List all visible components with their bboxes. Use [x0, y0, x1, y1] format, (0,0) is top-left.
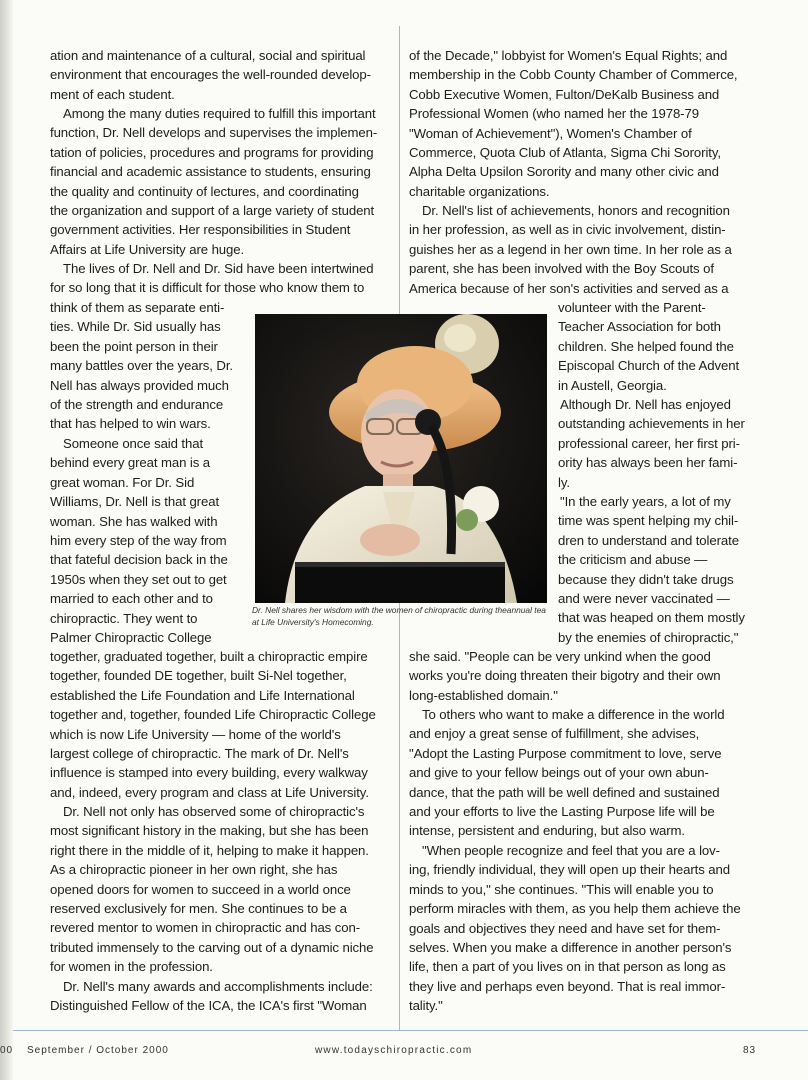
right-paragraph-4-wrap [558, 492, 745, 647]
left-paragraph-2 [50, 104, 377, 259]
text-line: ment of each student. [50, 86, 175, 102]
footer-rule [13, 1030, 808, 1031]
text-line: life, then a part of you lives on in that person as long as [409, 959, 726, 975]
text-line: time was spent helping my chil- [558, 513, 739, 529]
text-line: "In the early years, a lot of my [560, 494, 731, 509]
text-line: Episcopal Church of the Advent [558, 358, 740, 374]
text-line: Commerce, Quota Club of Atlanta, Sigma Chi Sorority, [409, 145, 721, 161]
text-line: intense, persistent and enduring, but also warm. [409, 823, 685, 839]
text-line: professional career, her first pri- [558, 435, 740, 451]
text-line: goals and objectives they need and have set for them- [409, 920, 721, 936]
text-line: great woman. For Dr. Sid [50, 474, 195, 490]
right-paragraph-3-wrap [558, 395, 745, 492]
text-line: tributed immensely to the carving out of a dynamic niche [50, 939, 374, 955]
text-line: married to each other and to [50, 591, 213, 607]
text-line: selves. When you make a difference in another person's [409, 940, 732, 956]
text-line: largest college of chiropractic. The mark of Dr. Nell's [50, 746, 349, 762]
text-line: in her profession, as well as in civic involvement, distin- [409, 222, 726, 238]
text-line: opened doors for women to succeed in a world once [50, 881, 351, 897]
left-paragraph-3-wrap [50, 298, 233, 434]
text-line: children. She helped found the [558, 338, 734, 354]
right-paragraph-2-wrap [558, 298, 739, 395]
text-line: ly. [558, 474, 570, 490]
text-line: ation and maintenance of a cultural, social and spiritual [50, 48, 366, 63]
text-line: think of them as separate enti- [50, 300, 225, 315]
right-paragraph-5 [409, 705, 724, 841]
website-url: www.todayschiropractic.com [315, 1045, 473, 1056]
text-line: Although Dr. Nell has enjoyed [560, 397, 731, 412]
text-line: long-established domain." [409, 687, 558, 703]
text-line: woman. She has walked with [50, 513, 218, 529]
text-line: charitable organizations. [409, 183, 550, 199]
text-line: tation of policies, procedures and programs for providing [50, 144, 374, 160]
text-line: reserved exclusively for men. She continues to be a [50, 901, 347, 917]
text-line: together, founded DE together, built Si-Nel together, [50, 668, 347, 684]
text-line: Cobb Executive Women, Fulton/DeKalb Business and [409, 86, 720, 102]
text-line: Dr. Nell not only has observed some of chiropractic's [63, 804, 365, 819]
text-line: Alpha Delta Upsilon Sorority and many other civic and [409, 164, 719, 180]
page-gutter-edge [0, 0, 13, 1080]
text-line: Dr. Nell's list of achievements, honors and recognition [422, 203, 730, 218]
text-line: Distinguished Fellow of the ICA, the ICA's first "Woman [50, 998, 367, 1014]
text-line: for women in the profession. [50, 959, 213, 975]
text-line: of the Decade," lobbyist for Women's Equal Rights; and [409, 48, 728, 63]
text-line: influence is stamped into every building, every walkway [50, 765, 368, 781]
text-line: financial and academic assistance to students, ensuring [50, 164, 371, 180]
text-line: dance, that the path will be well defined and sustained [409, 784, 720, 800]
text-line: Professional Women (who named her the 1978-79 [409, 106, 699, 122]
text-line: annual tea at Life University's Homecoming. [252, 605, 546, 627]
issue-date: September / October 2000 [27, 1045, 169, 1056]
text-line: As a chiropractic pioneer in her own right, she has [50, 862, 338, 878]
right-paragraph-2 [409, 201, 732, 298]
right-paragraph-1 [409, 46, 738, 201]
text-line: Dr. Nell shares her wisdom with the women of chiropractic during the [252, 605, 507, 615]
text-line: which is now Life University — home of the world's [50, 726, 341, 742]
text-line: they live and perhaps even beyond. That is real immor- [409, 978, 726, 994]
left-paragraph-4 [50, 647, 376, 802]
text-line: guishes her as a legend in her own time. In her role as a [409, 241, 732, 257]
text-line: many battles over the years, Dr. [50, 358, 233, 374]
photo-illustration [255, 314, 547, 603]
text-line: that was heaped on them mostly [558, 610, 745, 626]
text-line: by the enemies of chiropractic," [558, 629, 739, 645]
text-line: established the Life Foundation and Life International [50, 687, 355, 703]
text-line: that has helped to win wars. [50, 416, 211, 432]
text-line: and your efforts to live the Lasting Purpose life will be [409, 804, 715, 820]
text-line: been the point person in their [50, 338, 218, 354]
text-line: ties. While Dr. Sid usually has [50, 319, 221, 335]
text-line: "When people recognize and feel that you are a lov- [422, 843, 720, 858]
text-line: ing, friendly individual, they will open up their hearts and [409, 862, 730, 878]
text-line: parent, she has been involved with the Boy Scouts of [409, 261, 714, 277]
text-line: perform miracles with them, as you help them achieve the [409, 901, 741, 917]
text-line: "Adopt the Lasting Purpose commitment to love, serve [409, 745, 722, 761]
photo-dr-nell-speaking [255, 314, 547, 603]
text-line: The lives of Dr. Nell and Dr. Sid have been intertwined [63, 261, 374, 276]
text-line: volunteer with the Parent- [558, 300, 706, 315]
text-line: together, graduated together, built a chiropractic empire [50, 649, 368, 664]
text-line: minds to you," she continues. "This will enable you to [409, 881, 714, 897]
photo-caption [252, 604, 552, 628]
text-line: America because of her son's activities and served as a [409, 280, 729, 296]
text-line: the organization and support of a large variety of student [50, 203, 375, 219]
text-line: works you're doing threaten their bigotry and their own [409, 668, 721, 684]
right-paragraph-4 [409, 647, 721, 705]
text-line: and were never vaccinated — [558, 591, 730, 607]
text-line: revered mentor to women in chiropractic and has con- [50, 920, 360, 936]
text-line: in Austell, Georgia. [558, 377, 667, 393]
text-line: government activities. Her responsibilities in Student [50, 222, 351, 238]
text-line: Palmer Chiropractic College [50, 630, 212, 646]
text-line: him every step of the way from [50, 533, 227, 549]
text-line: dren to understand and tolerate [558, 532, 739, 548]
text-line: Williams, Dr. Nell is that great [50, 494, 220, 510]
text-line: Among the many duties required to fulfill this important [63, 106, 376, 121]
text-line: function, Dr. Nell develops and supervises the implemen- [50, 125, 378, 141]
left-paragraph-6 [50, 977, 373, 1016]
text-line: the quality and continuity of lectures, and coordinating [50, 183, 359, 199]
text-line: chiropractic. They went to [50, 610, 198, 626]
left-paragraph-1 [50, 46, 371, 104]
text-line: she said. "People can be very unkind when the good [409, 649, 711, 664]
text-line: membership in the Cobb County Chamber of Commerce, [409, 67, 738, 83]
text-line: Affairs at Life University are huge. [50, 241, 245, 257]
right-paragraph-6 [409, 841, 741, 1016]
text-line: 1950s when they set out to get [50, 571, 227, 587]
text-line: for so long that it is difficult for those who know them to [50, 280, 365, 296]
text-line: and give to your fellow beings out of your own abun- [409, 765, 709, 781]
left-paragraph-3 [50, 259, 373, 298]
text-line: behind every great man is a [50, 455, 211, 471]
text-line: environment that encourages the well-rounded develop- [50, 67, 371, 83]
page-number: 83 [743, 1045, 757, 1056]
text-line: Nell has always provided much [50, 377, 229, 393]
left-paragraph-4-wrap [50, 434, 228, 647]
text-line: together and, together, founded Life Chiropractic College [50, 707, 376, 723]
text-line: because they didn't take drugs [558, 571, 734, 587]
text-line: tality." [409, 998, 443, 1014]
text-line: "Woman of Achievement"), Women's Chamber of [409, 125, 692, 141]
text-line: right there in the middle of it, helping to make it happen. [50, 842, 369, 858]
previous-page-number-fragment: 00 [0, 1045, 14, 1056]
text-line: and enjoy a great sense of fulfillment, she advises, [409, 726, 700, 742]
text-line: the criticism and abuse — [558, 552, 708, 568]
text-line: Dr. Nell's many awards and accomplishments include: [63, 979, 373, 994]
text-line: that fateful decision back in the [50, 552, 228, 568]
text-line: Teacher Association for both [558, 319, 721, 335]
left-paragraph-5 [50, 802, 374, 977]
text-line: of the strength and endurance [50, 397, 224, 413]
text-line: most significant history in the making, but she has been [50, 823, 369, 839]
text-line: Someone once said that [63, 436, 204, 451]
text-line: To others who want to make a difference in the world [422, 707, 725, 722]
text-line: outstanding achievements in her [558, 416, 745, 432]
text-line: and, indeed, every program and class at Life University. [50, 784, 369, 800]
text-line: ority has always been her fami- [558, 455, 738, 471]
